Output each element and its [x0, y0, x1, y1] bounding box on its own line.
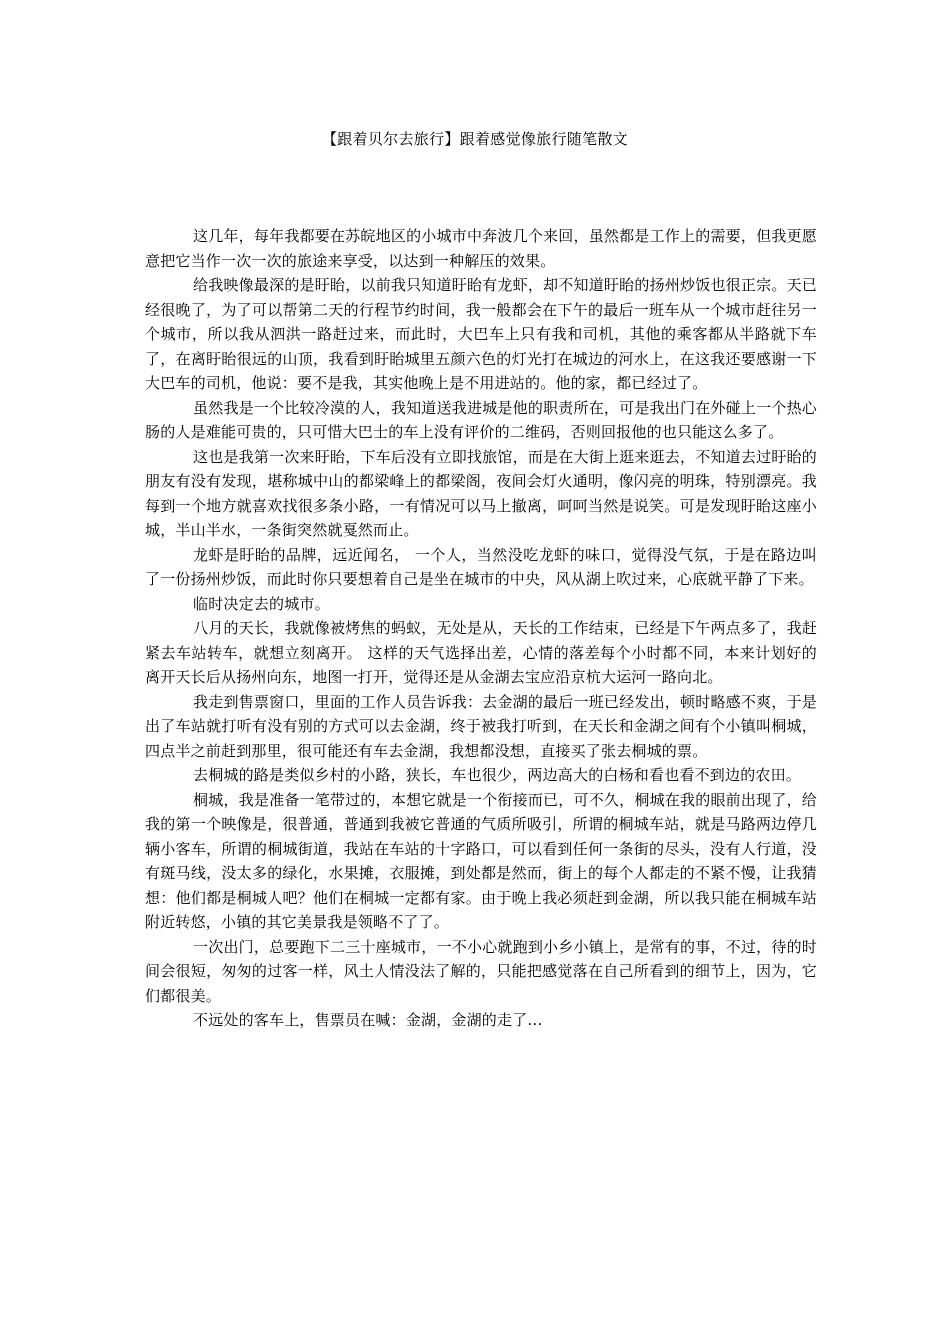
paragraph: 八月的天长，我就像被烤焦的蚂蚁，无处是从，天长的工作结束，已经是下午两点多了，我赶紧去车站转车，就想立刻离开。 这样的天气选择出差，心情的落差每个小时都不同，本来计划好的离开天长后从扬州向东，地图一打开，觉得还是从金湖去宝应沿京杭大运河一路向北。	[145, 619, 817, 686]
paragraph: 临时决定去的城市。	[193, 594, 330, 613]
paragraph: 给我映像最深的是盱眙，以前我只知道盱眙有龙虾，却不知道盱眙的扬州炒饭也很正宗。天已经很晚了，为了可以帮第二天的行程节约时间，我一般都会在下午的最后一班车从一个城市赶往另一个城市，所以我从泗洪一路赶过来，而此时，大巴车上只有我和司机，其他的乘客都从半路就下车了，在离盱眙很远的山顶，我看到盱眙城里五颜六色的灯光打在城边的河水上，在这我还要感谢一下大巴车的司机，他说：要不是我，其实他晚上是不用进站的。他的家，都已经过了。	[145, 276, 817, 392]
paragraph: 这几年，每年我都要在苏皖地区的小城市中奔波几个来回，虽然都是工作上的需要，但我更愿意把它当作一次一次的旅途来享受，以达到一种解压的效果。	[145, 227, 817, 270]
paragraph: 不远处的客车上，售票员在喊：金湖，金湖的走了…	[193, 1011, 543, 1029]
paragraph: 去桐城的路是类似乡村的小路，狭长，车也很少，两边高大的白杨和看也看不到边的农田。	[193, 766, 802, 784]
paragraph: 我走到售票窗口，里面的工作人员告诉我：去金湖的最后一班已经发出，顿时略感不爽，于是出了车站就打听有没有别的方式可以去金湖，终于被我打听到，在天长和金湖之间有个小镇叫桐城，四点半之前赶到那里，很可能还有车去金湖，我想都没想，直接买了张去桐城的票。	[145, 692, 817, 760]
paragraph: 虽然我是一个比较冷漠的人，我知道送我进城是他的职责所在，可是我出门在外碰上一个热心肠的人是难能可贵的，只可惜大巴士的车上没有评价的二维码，否则回报他的也只能这么多了。	[145, 398, 817, 441]
document-title: 【跟着贝尔去旅行】跟着感觉像旅行随笔散文	[321, 130, 628, 148]
paragraph: 龙虾是盱眙的品牌，远近闻名， 一个人，当然没吃龙虾的味口，觉得没气氛，于是在路边叫了一份扬州炒饭，而此时你只要想着自己是坐在城市的中央，风从湖上吹过来，心底就平静了下来。	[145, 545, 817, 588]
paragraph: 一次出门，总要跑下二三十座城市，一不小心就跑到小乡小镇上，是常有的事，不过，待的时间会很短，匆匆的过客一样，风土人情没法了解的，只能把感觉落在自己所看到的细节上，因为，它们都很美。	[145, 937, 817, 1005]
paragraph: 桐城，我是准备一笔带过的，本想它就是一个衔接而已，可不久，桐城在我的眼前出现了，给我的第一个映像是，很普通，普通到我被它普通的气质所吸引，所谓的桐城车站，就是马路两边停几辆小客车，所谓的桐城街道，我站在车站的十字路口，可以看到任何一条街的尽头，没有人行道，没有斑马线，没太多的绿化，水果摊，衣服摊，到处都是然而，街上的每个人都走的不紧不慢，让我猜想：他们都是桐城人吧？他们在桐城一定都有家。由于晚上我必须赶到金湖，所以我只能在桐城车站附近转悠，小镇的其它美景我是领略不了了。	[145, 790, 817, 931]
document-body	[145, 224, 817, 1033]
paragraph: 这也是我第一次来盱眙，下车后没有立即找旅馆，而是在大街上逛来逛去，不知道去过盱眙的朋友有没有发现，堪称城中山的都梁峰上的都梁阁，夜间会灯火通明，像闪亮的明珠，特别漂亮。我每到一个地方就喜欢找很多条小路，一有情况可以马上撤离，呵呵当然是说笑。可是发现盱眙这座小城，半山半水，一条街突然就戛然而止。	[145, 447, 817, 539]
